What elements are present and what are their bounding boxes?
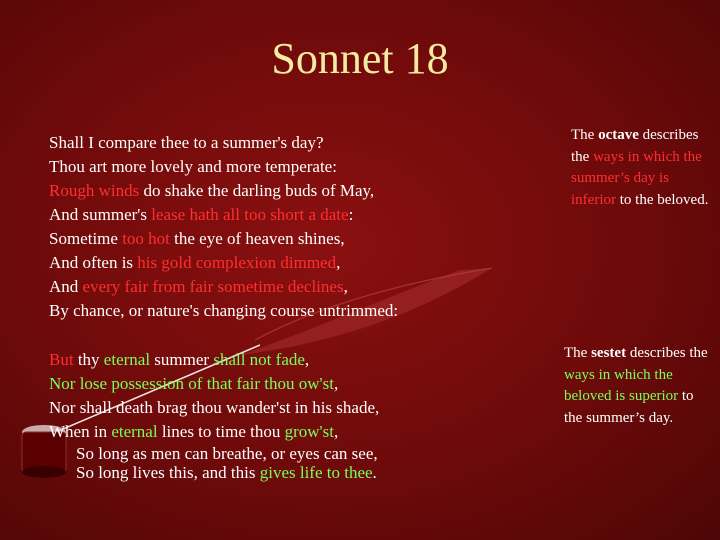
text-segment: summer <box>150 350 214 369</box>
sestet-lines <box>49 348 379 444</box>
text-segment: do shake the darling buds of May, <box>139 181 375 200</box>
text-segment: Nor lose possession of that fair thou ow'st <box>49 374 334 393</box>
poem-line <box>76 444 378 463</box>
text-segment: , <box>304 350 310 369</box>
poem-line <box>76 463 378 482</box>
text-segment: to the beloved. <box>615 191 709 208</box>
poem-line <box>49 396 379 420</box>
text-segment: , <box>343 277 348 296</box>
text-segment: And often is <box>49 253 138 272</box>
text-segment: And summer's <box>49 205 152 224</box>
poem-line <box>49 227 398 251</box>
text-segment: to the summer’s day. <box>564 388 694 426</box>
text-segment: Nor shall death brag thou wander'st in his shade, <box>49 398 380 417</box>
text-segment: ways in which the summer’s day is inferior <box>571 148 702 208</box>
poem-line <box>49 131 398 155</box>
text-segment: his gold complexion dimmed <box>137 253 337 272</box>
text-segment: By chance, or nature's changing course untrimmed: <box>49 301 399 320</box>
text-segment: , <box>333 374 339 393</box>
couplet-lines <box>76 444 378 482</box>
text-segment: But <box>49 350 74 369</box>
text-segment: lines to time thou <box>157 422 285 441</box>
poem-line <box>49 348 379 372</box>
text-segment: The <box>564 345 592 361</box>
text-segment: eternal <box>103 350 151 369</box>
text-segment: eternal <box>111 422 158 441</box>
sestet-note <box>564 343 714 429</box>
text-segment: describes the <box>626 345 708 361</box>
text-segment: every fair from fair sometime declines <box>82 277 344 296</box>
text-segment: . <box>372 463 377 482</box>
text-segment: Thou art more lovely and more temperate: <box>49 157 337 176</box>
poem-line <box>49 275 398 299</box>
text-segment: The <box>571 127 599 143</box>
text-segment: : <box>348 205 354 224</box>
poem-line <box>49 420 379 444</box>
poem-line <box>49 372 379 396</box>
text-segment: , <box>333 422 339 441</box>
poem-line <box>49 299 398 323</box>
text-segment: So long lives this, and this <box>76 463 260 482</box>
text-segment: Sometime <box>49 229 123 248</box>
poem-line <box>49 203 398 227</box>
text-segment: ways in which the beloved is superior <box>564 366 679 404</box>
text-segment: too hot <box>122 229 170 248</box>
text-segment: sestet <box>591 345 627 361</box>
text-segment: the eye of heaven shines, <box>169 229 345 248</box>
text-segment: lease hath all too short a date <box>151 205 349 224</box>
poem-line <box>49 155 398 179</box>
text-segment: Rough winds <box>49 181 140 200</box>
text-segment: When in <box>49 422 112 441</box>
text-segment: gives life to thee <box>259 463 373 482</box>
text-segment: thy <box>73 350 104 369</box>
page-title: Sonnet 18 <box>271 34 449 83</box>
text-segment: grow'st <box>284 422 334 441</box>
text-segment: , <box>336 253 341 272</box>
octave-lines <box>49 131 398 323</box>
poem-line <box>49 251 398 275</box>
text-segment: So long as men can breathe, or eyes can see, <box>76 444 378 463</box>
text-segment: And <box>49 277 83 296</box>
poem-line <box>49 179 398 203</box>
text-segment: Shall I compare thee to a summer's day? <box>49 133 324 152</box>
text-segment: describes the <box>571 127 699 165</box>
text-segment: octave <box>598 127 639 143</box>
text-segment: shall not fade <box>213 350 305 369</box>
octave-note <box>571 125 711 211</box>
